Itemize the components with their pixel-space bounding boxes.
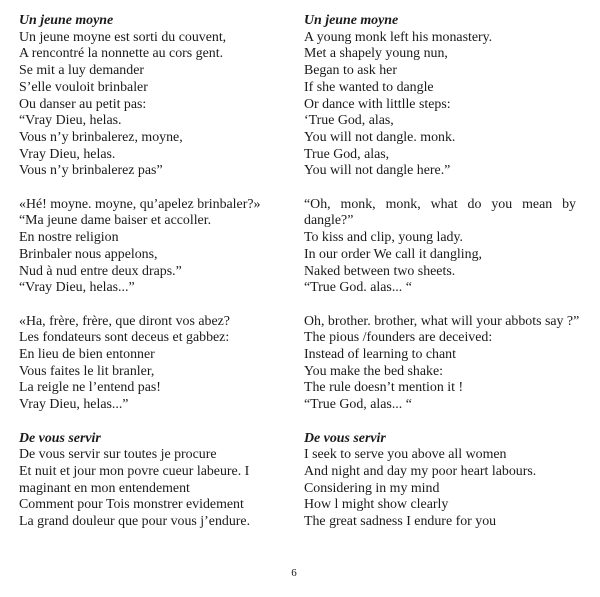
verse-line: Se mit a luy demander [19, 63, 144, 79]
song-title-un-jeune-moyne: Un jeune moyne [304, 13, 399, 28]
french-column [19, 13, 289, 531]
verse-line: Vray Dieu, helas...” [19, 397, 129, 413]
verse-line: La reigle ne l’entend pas! [19, 380, 161, 396]
verse-line: You will not dangle. monk. [304, 129, 456, 145]
verse-line: “Vray Dieu, helas...” [19, 280, 135, 296]
stanza [304, 313, 580, 414]
verse-line: La grand douleur que pour vous j’endure. [19, 514, 251, 530]
verse-line: En lieu de bien entonner [19, 347, 155, 363]
verse-line: You will not dangle here.” [304, 163, 451, 179]
verse-line: Vous faites le lit branler, [19, 363, 155, 379]
verse-line: Considering in my mind [304, 480, 440, 496]
stanza-gap [304, 414, 576, 431]
verse-line: De vous servir sur toutes je procure [19, 447, 217, 463]
verse-line: If she wanted to dangle [304, 79, 434, 95]
verse-line: Les fondateurs sont deceus et gabbez: [19, 330, 230, 346]
verse-line: In our order We call it dangling, [304, 246, 482, 262]
verse-line: How l might show clearly [304, 497, 449, 513]
verse-line: Met a shapely young nun, [304, 46, 448, 62]
verse-line: A young monk left his monastery. [304, 29, 493, 45]
verse-line: Ou danser au petit pas: [19, 96, 147, 112]
verse-line: “True God. alas... “ [304, 280, 412, 296]
verse-line: En nostre religion [19, 230, 119, 246]
verse-line: Naked between two sheets. [304, 263, 456, 279]
verse-line: Comment pour Tois monstrer evidement [19, 497, 244, 513]
verse-line: True God, alas, [304, 146, 390, 162]
stanza [19, 314, 289, 414]
verse-line: Un jeune moyne est sorti du couvent, [19, 29, 227, 45]
stanza-gap [19, 180, 289, 197]
verse-line: The pious /founders are deceived: [304, 330, 493, 346]
verse-line: Vous n’y brinbalerez pas” [19, 163, 163, 179]
song-title-de-vous-servir: De vous servir [19, 430, 101, 446]
verse-line: I seek to serve you above all women [304, 447, 507, 463]
verse-line: maginant en mon entendement [19, 480, 190, 496]
verse-line: «Hé! moyne. moyne, qu’apelez brinbaler?» [19, 196, 261, 212]
verse-line: Vous n’y brinbalerez, moyne, [19, 129, 183, 145]
verse-line: ‘True God, alas, [304, 113, 394, 129]
verse-line: “True God, alas... “ [304, 397, 412, 413]
stanza [19, 447, 289, 531]
stanza [304, 447, 576, 531]
verse-line: “Vray Dieu, helas. [19, 113, 122, 129]
stanza-gap [19, 414, 289, 431]
verse-line: Nud à nud entre deux draps.” [19, 263, 182, 279]
verse-line: Instead of learning to chant [304, 347, 456, 363]
verse-line: A rencontré la nonnette au cors gent. [19, 46, 224, 62]
song-title-de-vous-servir: De vous servir [304, 430, 386, 446]
verse-line: To kiss and clip, young lady. [304, 230, 464, 246]
stanza-gap [304, 180, 576, 197]
verse-line-wrapped: “Oh, monk, monk, what do you mean by dangle?” [304, 196, 576, 229]
verse-line: “Ma jeune dame baiser et accoller. [19, 213, 212, 229]
stanza [304, 30, 576, 180]
stanza [19, 30, 289, 180]
stanza-gap [19, 297, 289, 314]
verse-line: Or dance with littlle steps: [304, 96, 451, 112]
stanza-gap [304, 297, 576, 314]
stanza [304, 197, 576, 297]
verse-line: «Ha, frère, frère, que diront vos abez? [19, 313, 230, 329]
verse-line: You make the bed shake: [304, 363, 444, 379]
stanza [19, 197, 289, 297]
verse-line: Vray Dieu, helas. [19, 146, 116, 162]
verse-line: S’elle vouloit brinbaler [19, 79, 148, 95]
verse-line: Et nuit et jour mon povre cueur labeure. I [19, 463, 250, 479]
verse-line: Brinbaler nous appelons, [19, 246, 158, 262]
verse-line: The great sadness I endure for you [304, 514, 497, 530]
verse-line: And night and day my poor heart labours. [304, 463, 537, 479]
song-title-un-jeune-moyne: Un jeune moyne [19, 13, 114, 28]
english-column [304, 13, 580, 531]
verse-line: The rule doesn’t mention it ! [304, 380, 464, 396]
verse-line: Began to ask her [304, 63, 397, 79]
page-number: 6 [291, 567, 297, 579]
verse-line: Oh, brother. brother, what will your abbots say ?” [304, 313, 580, 329]
